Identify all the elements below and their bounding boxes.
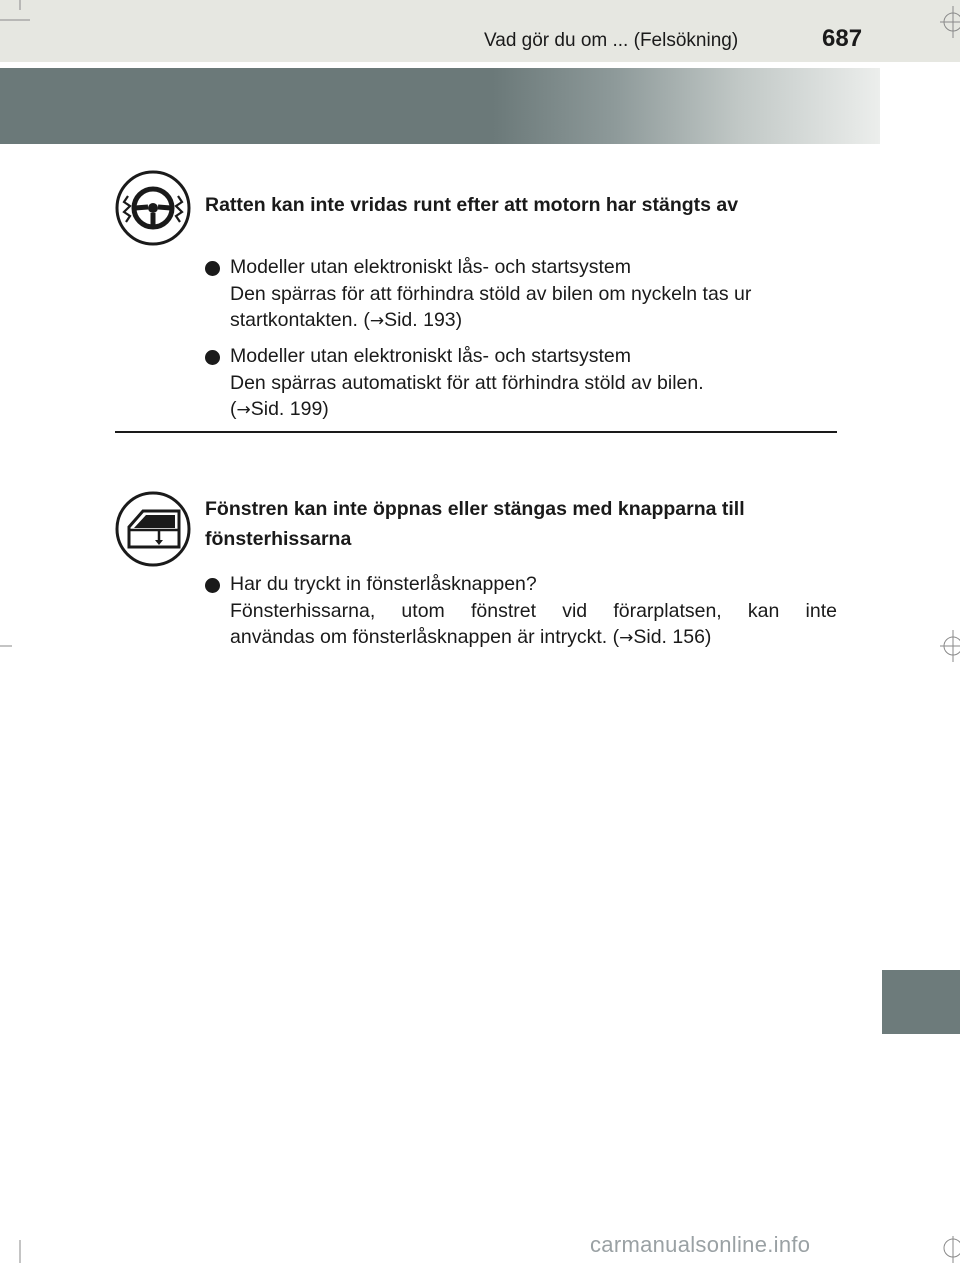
bullet-title: Har du tryckt in fönsterlåsknappen? (230, 573, 537, 595)
section-heading: Ratten kan inte vridas runt efter att motorn har stängts av (205, 194, 739, 216)
bullet-body-line: Den spärras automatiskt för att förhindra stöld av bilen. (230, 371, 704, 394)
arrow-icon: → (619, 628, 634, 648)
bullet-body-text: ( (230, 398, 237, 420)
bullet-body-line (230, 624, 837, 652)
section-tab (882, 970, 960, 1034)
bullet-icon (205, 261, 220, 276)
arrow-icon: → (236, 400, 251, 420)
section-heading-line: fönsterhissarna (205, 528, 352, 550)
bullet-icon (205, 350, 220, 365)
bullet-title: Modeller utan elektroniskt lås- och startsystem (230, 256, 631, 278)
watermark: carmanualsonline.info (590, 1232, 811, 1257)
bullet-body-line: Fönsterhissarna, utom fönstret vid förarplatsen, kan inte (230, 599, 837, 622)
power-window-icon (115, 491, 191, 567)
bullet-body-text: startkontakten. ( (230, 309, 370, 331)
list-item (205, 254, 837, 335)
list-item (205, 571, 837, 652)
bullet-title: Modeller utan elektroniskt lås- och startsystem (230, 345, 631, 367)
bullet-body-text: användas om fönsterlåsknappen är intryckt. ( (230, 626, 620, 648)
chapter-title: Vad gör du om ... (Felsökning) (484, 30, 739, 51)
bullet-icon (205, 578, 220, 593)
bullet-body-line (230, 307, 837, 335)
steering-wheel-lock-icon (115, 170, 191, 246)
section-divider (115, 431, 837, 433)
section-heading (205, 494, 837, 554)
page-number: 687 (822, 25, 863, 52)
page-reference: Sid. 193) (384, 309, 463, 331)
arrow-icon: → (369, 311, 385, 331)
bullet-body-line (230, 396, 837, 424)
page-reference: Sid. 199) (250, 398, 329, 420)
bullet-body-line: Den spärras för att förhindra stöld av bilen om nyckeln tas ur (230, 282, 752, 305)
page-reference: Sid. 156) (633, 626, 712, 648)
section-heading-line: Fönstren kan inte öppnas eller stängas med knapparna till (205, 498, 745, 520)
list-item (205, 343, 837, 424)
